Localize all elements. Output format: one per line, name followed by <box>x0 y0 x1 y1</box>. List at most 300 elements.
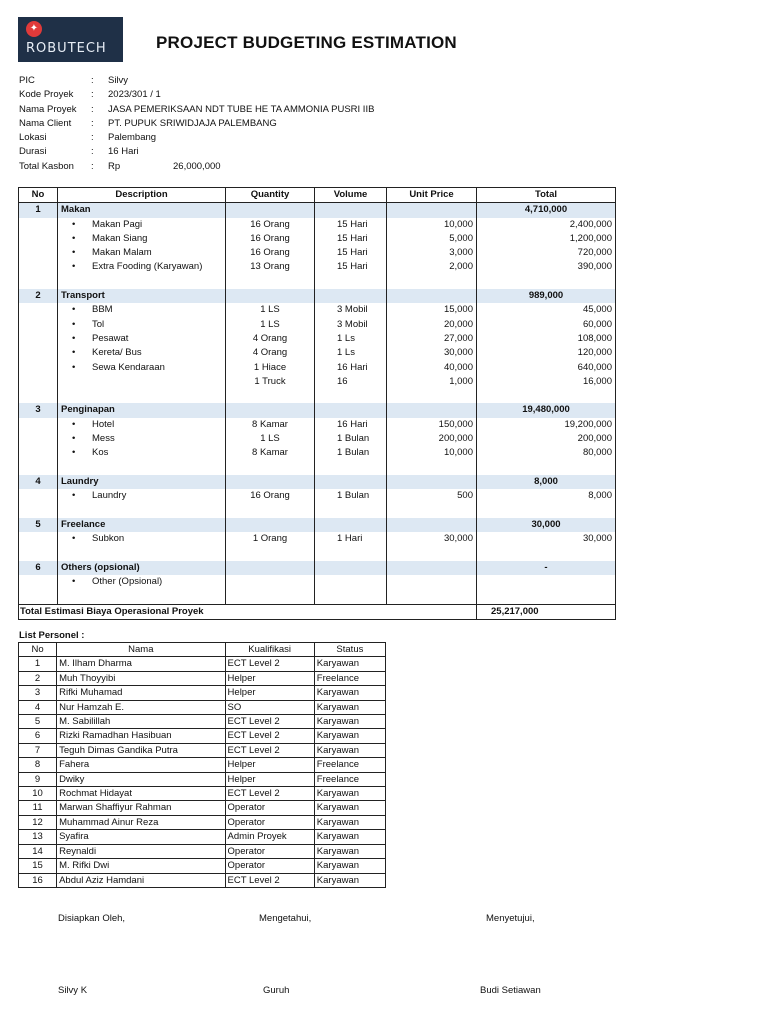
budget-item-row <box>19 575 616 589</box>
personnel-status: Karyawan <box>314 815 385 829</box>
item-no-cell <box>19 232 58 246</box>
personnel-qualification: ECT Level 2 <box>225 787 314 801</box>
signature-role-acknowledged: Mengetahui, <box>259 913 312 924</box>
item-no-cell <box>19 361 58 375</box>
bullet-icon: • <box>72 347 76 359</box>
item-total: 640,000 <box>477 361 616 375</box>
bullet-icon: • <box>72 418 76 430</box>
spacer-cell <box>226 461 315 475</box>
spacer-cell <box>315 546 387 560</box>
section-name: Transport <box>58 289 226 303</box>
section-no: 2 <box>19 289 58 303</box>
signature-name-acknowledged: Guruh <box>263 985 290 996</box>
personnel-qualification: Helper <box>225 772 314 786</box>
spacer-cell <box>387 504 477 518</box>
spacer-cell <box>19 275 58 289</box>
personnel-no: 5 <box>19 715 57 729</box>
info-colon: : <box>91 160 94 172</box>
logo-text: ROBUTECH <box>26 41 107 56</box>
budget-item-row <box>19 260 616 274</box>
header-volume: Volume <box>315 188 387 203</box>
personnel-name: Muh Thoyyibi <box>57 671 225 685</box>
item-description-text: Makan Malam <box>92 247 152 259</box>
item-quantity: 1 LS <box>226 318 315 332</box>
spacer-cell <box>19 389 58 403</box>
spacer-cell <box>226 546 315 560</box>
section-blank <box>315 203 387 218</box>
item-volume: 16 Hari <box>315 361 387 375</box>
item-no-cell <box>19 575 58 589</box>
section-no: 3 <box>19 403 58 417</box>
spacer-cell <box>477 275 616 289</box>
section-row <box>19 203 616 218</box>
item-volume: 15 Hari <box>315 260 387 274</box>
personnel-qualification: ECT Level 2 <box>225 657 314 671</box>
company-logo <box>18 17 123 62</box>
info-label: Total Kasbon <box>19 160 74 172</box>
bullet-icon: • <box>72 361 76 373</box>
item-no-cell <box>19 375 58 389</box>
item-quantity: 1 Orang <box>226 532 315 546</box>
item-quantity: 4 Orang <box>226 346 315 360</box>
bullet-icon: • <box>72 247 76 259</box>
item-total: 60,000 <box>477 318 616 332</box>
personnel-qualification: Helper <box>225 758 314 772</box>
personnel-qualification: SO <box>225 700 314 714</box>
item-description <box>58 332 226 346</box>
budget-item-row <box>19 232 616 246</box>
info-value: 2023/301 / 1 <box>108 89 161 101</box>
personnel-no: 9 <box>19 772 57 786</box>
item-no-cell <box>19 432 58 446</box>
section-no: 5 <box>19 518 58 532</box>
budget-item-row <box>19 218 616 232</box>
item-volume: 1 Bulan <box>315 432 387 446</box>
grand-total-label: Total Estimasi Biaya Operasional Proyek <box>19 604 477 619</box>
item-unit-price: 150,000 <box>387 418 477 432</box>
header-no: No <box>19 643 57 657</box>
item-total: 8,000 <box>477 489 616 503</box>
signature-role-prepared: Disiapkan Oleh, <box>58 913 126 924</box>
item-description <box>58 575 226 589</box>
item-no-cell <box>19 346 58 360</box>
personnel-status: Karyawan <box>314 844 385 858</box>
personnel-name: M. Rifki Dwi <box>57 859 225 873</box>
section-no: 1 <box>19 203 58 218</box>
section-name: Laundry <box>58 475 226 489</box>
item-no-cell <box>19 218 58 232</box>
personnel-status: Karyawan <box>314 859 385 873</box>
personnel-qualification: ECT Level 2 <box>225 715 314 729</box>
bullet-icon: • <box>72 261 76 273</box>
section-no: 6 <box>19 561 58 575</box>
item-description <box>58 375 226 389</box>
section-subtotal: 4,710,000 <box>477 203 616 218</box>
item-unit-price: 3,000 <box>387 246 477 260</box>
spacer-cell <box>58 589 226 604</box>
item-description-text: Extra Fooding (Karyawan) <box>92 261 203 273</box>
spacer-cell <box>387 461 477 475</box>
section-blank <box>315 518 387 532</box>
personnel-qualification: ECT Level 2 <box>225 743 314 757</box>
item-volume: 16 <box>315 375 387 389</box>
item-total <box>477 575 616 589</box>
personnel-name: Syafira <box>57 830 225 844</box>
info-colon: : <box>91 103 94 115</box>
personnel-list-title: List Personel : <box>19 630 85 641</box>
spacer-cell <box>315 504 387 518</box>
section-blank <box>387 518 477 532</box>
info-value: Silvy <box>108 75 129 86</box>
personnel-row <box>19 715 386 729</box>
item-no-cell <box>19 418 58 432</box>
section-blank <box>387 203 477 218</box>
item-volume: 15 Hari <box>315 232 387 246</box>
personnel-status: Karyawan <box>314 873 385 887</box>
personnel-name: Muhammad Ainur Reza <box>57 815 225 829</box>
item-description <box>58 346 226 360</box>
header-kualifikasi: Kualifikasi <box>225 643 314 657</box>
personnel-row <box>19 859 386 873</box>
bullet-icon: • <box>72 447 76 459</box>
personnel-row <box>19 830 386 844</box>
bullet-icon: • <box>72 218 76 230</box>
budget-item-row <box>19 346 616 360</box>
personnel-name: Abdul Aziz Hamdani <box>57 873 225 887</box>
section-name: Makan <box>58 203 226 218</box>
budget-item-row <box>19 489 616 503</box>
item-unit-price: 5,000 <box>387 232 477 246</box>
item-quantity: 4 Orang <box>226 332 315 346</box>
personnel-no: 14 <box>19 844 57 858</box>
item-description <box>58 303 226 317</box>
section-blank <box>387 403 477 417</box>
section-subtotal: 19,480,000 <box>477 403 616 417</box>
item-volume: 1 Hari <box>315 532 387 546</box>
item-quantity: 1 Truck <box>226 375 315 389</box>
personnel-status: Freelance <box>314 758 385 772</box>
section-blank <box>226 203 315 218</box>
item-description <box>58 218 226 232</box>
item-description-text: Mess <box>92 433 115 445</box>
spacer-cell <box>58 504 226 518</box>
section-blank <box>315 403 387 417</box>
section-blank <box>226 561 315 575</box>
item-unit-price: 20,000 <box>387 318 477 332</box>
personnel-row <box>19 873 386 887</box>
spacer-row <box>19 589 616 604</box>
spacer-cell <box>387 275 477 289</box>
item-no-cell <box>19 446 58 460</box>
header-nama: Nama <box>57 643 225 657</box>
section-blank <box>387 475 477 489</box>
personnel-no: 7 <box>19 743 57 757</box>
personnel-table <box>18 642 386 888</box>
personnel-no: 2 <box>19 671 57 685</box>
personnel-name: Rifki Muhamad <box>57 686 225 700</box>
personnel-status: Karyawan <box>314 657 385 671</box>
personnel-no: 11 <box>19 801 57 815</box>
header-total: Total <box>477 188 616 203</box>
item-total: 80,000 <box>477 446 616 460</box>
spacer-cell <box>19 504 58 518</box>
item-description <box>58 318 226 332</box>
spacer-row <box>19 546 616 560</box>
item-description <box>58 432 226 446</box>
item-no-cell <box>19 303 58 317</box>
section-blank <box>387 289 477 303</box>
item-volume: 1 Ls <box>315 332 387 346</box>
star-icon: ✦ <box>26 21 42 37</box>
item-unit-price: 15,000 <box>387 303 477 317</box>
bullet-icon: • <box>72 304 76 316</box>
kasbon-amount: 26,000,000 <box>173 160 221 172</box>
header-unit-price: Unit Price <box>387 188 477 203</box>
budget-item-row <box>19 532 616 546</box>
item-description-text: Pesawat <box>92 332 129 344</box>
spacer-cell <box>387 589 477 604</box>
section-subtotal: 989,000 <box>477 289 616 303</box>
info-colon: : <box>91 75 94 86</box>
personnel-status: Karyawan <box>314 715 385 729</box>
spacer-cell <box>315 461 387 475</box>
item-description-text: Sewa Kendaraan <box>92 361 165 373</box>
personnel-status: Freelance <box>314 671 385 685</box>
item-total: 1,200,000 <box>477 232 616 246</box>
section-row <box>19 475 616 489</box>
personnel-row <box>19 758 386 772</box>
info-value: 16 Hari <box>108 146 139 158</box>
section-blank <box>315 561 387 575</box>
item-no-cell <box>19 489 58 503</box>
section-blank <box>226 289 315 303</box>
spacer-cell <box>19 546 58 560</box>
personnel-no: 10 <box>19 787 57 801</box>
personnel-name: Rochmat Hidayat <box>57 787 225 801</box>
bullet-icon: • <box>72 318 76 330</box>
item-quantity: 1 LS <box>226 432 315 446</box>
personnel-name: M. Sabilillah <box>57 715 225 729</box>
item-volume: 1 Bulan <box>315 489 387 503</box>
personnel-status: Karyawan <box>314 801 385 815</box>
item-total: 30,000 <box>477 532 616 546</box>
item-unit-price: 200,000 <box>387 432 477 446</box>
personnel-row <box>19 801 386 815</box>
spacer-cell <box>477 546 616 560</box>
kasbon-currency: Rp <box>108 160 121 172</box>
item-unit-price: 500 <box>387 489 477 503</box>
item-no-cell <box>19 260 58 274</box>
item-quantity <box>226 575 315 589</box>
spacer-row <box>19 275 616 289</box>
info-colon: : <box>91 146 94 158</box>
personnel-no: 4 <box>19 700 57 714</box>
personnel-no: 12 <box>19 815 57 829</box>
budget-item-row <box>19 432 616 446</box>
info-label: Nama Proyek <box>19 103 77 115</box>
item-description-text: Kereta/ Bus <box>92 347 142 359</box>
info-colon: : <box>91 117 94 129</box>
item-description <box>58 246 226 260</box>
item-no-cell <box>19 332 58 346</box>
section-subtotal: 8,000 <box>477 475 616 489</box>
signature-name-prepared: Silvy K <box>58 985 88 996</box>
item-description-text: Makan Siang <box>92 232 148 244</box>
info-label: Nama Client <box>19 117 72 129</box>
item-description-text: Laundry <box>92 490 127 502</box>
personnel-qualification: Admin Proyek <box>225 830 314 844</box>
section-blank <box>226 403 315 417</box>
spacer-cell <box>315 589 387 604</box>
personnel-row <box>19 844 386 858</box>
info-colon: : <box>91 132 94 144</box>
spacer-cell <box>387 546 477 560</box>
budget-item-row <box>19 446 616 460</box>
spacer-cell <box>315 275 387 289</box>
spacer-cell <box>477 504 616 518</box>
spacer-cell <box>58 389 226 403</box>
personnel-row <box>19 743 386 757</box>
section-blank <box>387 561 477 575</box>
bullet-icon: • <box>72 332 76 344</box>
personnel-status: Karyawan <box>314 743 385 757</box>
personnel-row <box>19 657 386 671</box>
personnel-row <box>19 772 386 786</box>
personnel-status: Karyawan <box>314 729 385 743</box>
info-value: PT. PUPUK SRIWIDJAJA PALEMBANG <box>108 117 277 129</box>
signature-name-approved: Budi Setiawan <box>480 985 541 996</box>
item-total: 45,000 <box>477 303 616 317</box>
grand-total-row <box>19 604 616 619</box>
item-no-cell <box>19 532 58 546</box>
personnel-status: Karyawan <box>314 830 385 844</box>
spacer-cell <box>477 389 616 403</box>
personnel-no: 1 <box>19 657 57 671</box>
spacer-cell <box>387 389 477 403</box>
item-description-text: BBM <box>92 304 113 316</box>
item-total: 200,000 <box>477 432 616 446</box>
bullet-icon: • <box>72 433 76 445</box>
personnel-header-row <box>19 643 386 657</box>
personnel-name: Rizki Ramadhan Hasibuan <box>57 729 225 743</box>
info-label: Lokasi <box>19 132 47 144</box>
header-status: Status <box>314 643 385 657</box>
personnel-no: 13 <box>19 830 57 844</box>
spacer-cell <box>19 589 58 604</box>
page-title: PROJECT BUDGETING ESTIMATION <box>156 33 457 52</box>
section-subtotal: - <box>477 561 616 575</box>
header-description: Description <box>58 188 226 203</box>
section-row <box>19 561 616 575</box>
personnel-name: Fahera <box>57 758 225 772</box>
item-unit-price <box>387 575 477 589</box>
spacer-cell <box>58 546 226 560</box>
personnel-name: M. Ilham Dharma <box>57 657 225 671</box>
spacer-cell <box>477 461 616 475</box>
item-volume: 1 Ls <box>315 346 387 360</box>
bullet-icon: • <box>72 232 76 244</box>
section-row <box>19 518 616 532</box>
item-quantity: 13 Orang <box>226 260 315 274</box>
item-total: 390,000 <box>477 260 616 274</box>
spacer-cell <box>226 504 315 518</box>
item-volume: 3 Mobil <box>315 318 387 332</box>
budget-item-row <box>19 418 616 432</box>
info-label: Kode Proyek <box>19 89 74 101</box>
personnel-row <box>19 729 386 743</box>
section-blank <box>315 289 387 303</box>
budget-item-row <box>19 246 616 260</box>
personnel-no: 16 <box>19 873 57 887</box>
personnel-name: Dwiky <box>57 772 225 786</box>
personnel-row <box>19 686 386 700</box>
item-total: 16,000 <box>477 375 616 389</box>
item-total: 120,000 <box>477 346 616 360</box>
personnel-status: Karyawan <box>314 787 385 801</box>
personnel-no: 8 <box>19 758 57 772</box>
bullet-icon: • <box>72 533 76 545</box>
spacer-row <box>19 504 616 518</box>
item-description-text: Subkon <box>92 533 125 545</box>
item-unit-price: 27,000 <box>387 332 477 346</box>
personnel-name: Marwan Shaffiyur Rahman <box>57 801 225 815</box>
item-volume: 1 Bulan <box>315 446 387 460</box>
budget-table <box>18 187 616 620</box>
personnel-no: 6 <box>19 729 57 743</box>
section-subtotal: 30,000 <box>477 518 616 532</box>
personnel-name: Reynaldi <box>57 844 225 858</box>
item-quantity: 16 Orang <box>226 218 315 232</box>
item-description <box>58 260 226 274</box>
personnel-qualification: Operator <box>225 801 314 815</box>
personnel-qualification: Operator <box>225 844 314 858</box>
item-quantity: 8 Kamar <box>226 418 315 432</box>
personnel-name: Nur Hamzah E. <box>57 700 225 714</box>
personnel-name: Teguh Dimas Gandika Putra <box>57 743 225 757</box>
item-volume: 3 Mobil <box>315 303 387 317</box>
spacer-cell <box>315 389 387 403</box>
item-volume: 16 Hari <box>315 418 387 432</box>
item-quantity: 8 Kamar <box>226 446 315 460</box>
item-quantity: 16 Orang <box>226 232 315 246</box>
spacer-cell <box>58 461 226 475</box>
spacer-cell <box>477 589 616 604</box>
item-volume <box>315 575 387 589</box>
item-total: 19,200,000 <box>477 418 616 432</box>
spacer-cell <box>226 275 315 289</box>
header-quantity: Quantity <box>226 188 315 203</box>
section-row <box>19 289 616 303</box>
item-unit-price: 40,000 <box>387 361 477 375</box>
personnel-qualification: Helper <box>225 686 314 700</box>
item-quantity: 1 LS <box>226 303 315 317</box>
spacer-row <box>19 461 616 475</box>
signature-role-approved: Menyetujui, <box>486 913 535 924</box>
spacer-row <box>19 389 616 403</box>
item-unit-price: 1,000 <box>387 375 477 389</box>
item-description <box>58 418 226 432</box>
spacer-cell <box>226 389 315 403</box>
item-description-text: Makan Pagi <box>92 218 143 230</box>
section-blank <box>226 475 315 489</box>
section-name: Penginapan <box>58 403 226 417</box>
info-colon: : <box>91 89 94 101</box>
item-total: 2,400,000 <box>477 218 616 232</box>
item-description-text: Tol <box>92 318 105 330</box>
personnel-status: Karyawan <box>314 700 385 714</box>
budget-item-row <box>19 375 616 389</box>
personnel-qualification: Operator <box>225 859 314 873</box>
